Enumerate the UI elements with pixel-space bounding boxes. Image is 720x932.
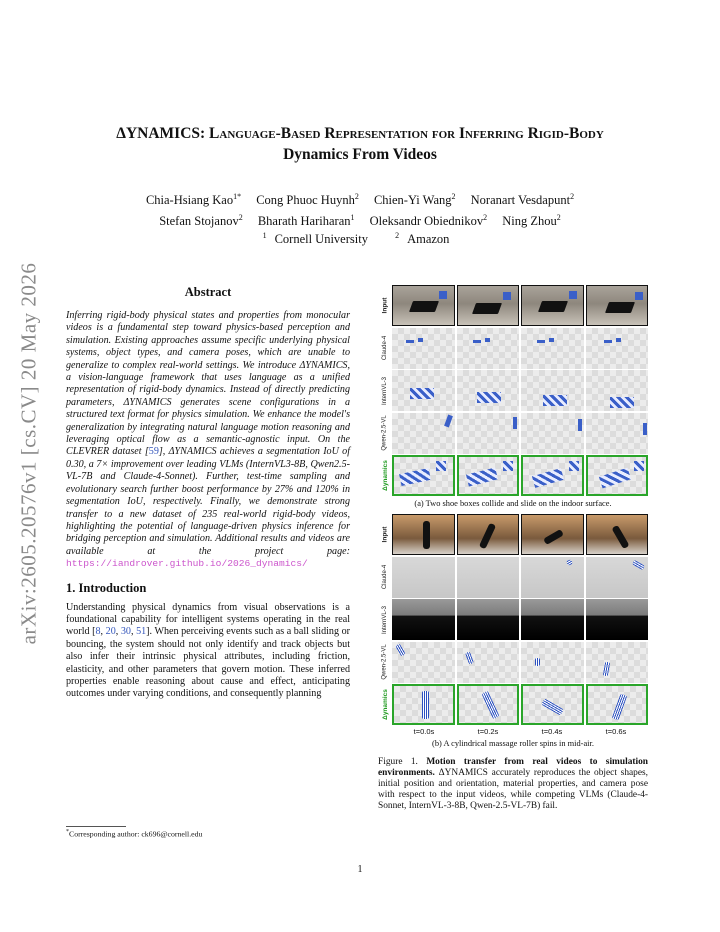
time-label: t=0.6s	[605, 726, 627, 736]
affiliation: $^2$ Amazon	[395, 231, 450, 247]
sim-frame	[457, 642, 520, 683]
row-label: InternVL-3	[382, 376, 388, 405]
subcaption-a: (a) Two shoe boxes collide and slide on the indoor surface.	[414, 499, 612, 508]
sim-frame	[457, 413, 520, 454]
title-line1: YNAMICS: Language-Based Representation for Inferring Rigid-Body	[125, 125, 604, 142]
time-label: t=0.4s	[541, 726, 563, 736]
row-label: InternVL-3	[382, 605, 388, 634]
figure-1	[378, 285, 648, 813]
row-label: Claude-4	[382, 564, 389, 590]
footnote-divider	[66, 826, 126, 827]
sim-frame	[521, 599, 584, 640]
sim-frame	[586, 370, 649, 411]
sim-frame	[457, 684, 520, 725]
left-column	[66, 285, 350, 701]
sim-frame	[392, 599, 455, 640]
time-label: t=0.2s	[477, 726, 499, 736]
figure-row-qwen	[378, 642, 648, 683]
row-label: Δynamics	[381, 689, 389, 720]
arxiv-stamp	[7, 258, 51, 648]
sim-frame	[392, 455, 455, 496]
sim-frame	[586, 413, 649, 454]
project-url-link[interactable]: https://iandrover.github.io/2026_dynamics/	[66, 558, 308, 570]
video-frame	[457, 285, 520, 326]
page-number: 1	[357, 864, 363, 875]
sim-frame	[457, 328, 520, 369]
sim-frame	[586, 684, 649, 725]
arxiv-id: arXiv:2605.20576v1 [cs.CV] 20 May 2026	[16, 262, 41, 644]
author: Noranart Vesdapunt$^2$	[470, 192, 575, 208]
author-list	[80, 188, 640, 230]
time-label: t=0.0s	[413, 726, 435, 736]
introduction-text: Understanding physical dynamics from visual observations is a foundational capability for intelligent systems operating in the real world [8, 20, 30, 51]. When perceiving events such as a ball sliding or bouncing, the system should not only identify and track objects but also infer their intrinsic physical attributes, including friction, elasticity, and other parameters that govern motion. These inferred properties enable reasoning about cause and effect, anticipating outcomes under varying conditions, and consequently planning	[66, 601, 351, 700]
author: Chia-Hsiang Kao$^{1*}$	[145, 192, 242, 208]
sim-frame	[586, 642, 649, 683]
author: Cong Phuoc Huynh$^2$	[256, 192, 359, 208]
citation-link[interactable]: 8	[95, 626, 101, 638]
row-label: Input	[381, 526, 389, 543]
sim-frame	[392, 370, 455, 411]
subcaption-b: (b) A cylindrical massage roller spins in mid-air.	[432, 738, 594, 748]
sim-frame	[457, 455, 520, 496]
figure-row-dynamics	[378, 684, 648, 725]
row-label: Δynamics	[381, 460, 389, 491]
affiliations	[80, 231, 640, 247]
sim-frame	[392, 557, 455, 598]
title-line2: Dynamics From Videos	[283, 146, 437, 163]
citation-link[interactable]: 30	[120, 626, 131, 638]
affiliation: $^1$ Cornell University	[262, 231, 368, 247]
sim-frame	[392, 328, 455, 369]
author: Oleksandr Obiednikov$^2$	[369, 213, 488, 229]
sim-frame	[586, 328, 649, 369]
sim-frame	[521, 328, 584, 369]
citation-link[interactable]: 20	[105, 626, 116, 638]
sim-frame	[521, 370, 584, 411]
sim-frame	[521, 642, 584, 683]
figure-row-input	[378, 514, 648, 555]
author: Chien-Yi Wang$^2$	[373, 192, 456, 208]
citation-link[interactable]: 51	[136, 626, 147, 638]
figure-row-qwen	[378, 413, 648, 454]
time-labels	[392, 727, 648, 736]
author: Ning Zhou$^2$	[502, 213, 561, 229]
row-label: Input	[381, 297, 389, 314]
figure-row-claude	[378, 328, 648, 369]
figure-row-internvl	[378, 599, 648, 640]
abstract-heading: Abstract	[184, 285, 232, 299]
sim-frame	[521, 684, 584, 725]
video-frame	[521, 285, 584, 326]
author-row-2	[80, 209, 640, 230]
row-label: Qwen-2.5-VL	[382, 644, 389, 680]
sim-frame	[521, 455, 584, 496]
sim-frame	[392, 642, 455, 683]
row-label: Claude-4	[382, 335, 389, 361]
figure-row-input	[378, 285, 648, 326]
video-frame	[521, 514, 584, 555]
figure-caption: Figure 1. Motion transfer from real videos to simulation environments. ΔYNAMICS accurately reproduces the object shapes, initial position and orientation, material properties, and camera pose with respect to the input videos, while competing VLMs (Claude-4-Sonnet, InternVL-3-8B, Qwen-2.5-VL-7B) fail.	[378, 756, 649, 812]
figure-row-dynamics	[378, 455, 648, 496]
video-frame	[392, 514, 455, 555]
figure-row-internvl	[378, 370, 648, 411]
sim-frame	[586, 455, 649, 496]
sim-frame	[457, 370, 520, 411]
sim-frame	[457, 599, 520, 640]
footnote: *Corresponding author: ck696@cornell.edu	[66, 829, 203, 839]
video-frame	[392, 285, 455, 326]
video-frame	[457, 514, 520, 555]
sim-frame	[586, 599, 649, 640]
video-frame	[586, 514, 649, 555]
sim-frame	[586, 557, 649, 598]
row-label: Qwen-2.5-VL	[382, 415, 389, 451]
sim-frame	[392, 413, 455, 454]
sim-frame	[521, 413, 584, 454]
sim-frame	[392, 684, 455, 725]
author: Stefan Stojanov$^2$	[159, 213, 243, 229]
section-heading-introduction: 1. Introduction	[66, 580, 147, 595]
sim-frame	[521, 557, 584, 598]
abstract-text: Inferring rigid-body physical states and properties from monocular videos is a fundamental step toward physics-based perception and simulation. Existing approaches assume specific underlying physical systems, object types, and camera poses, which are unable to generalize to complex real-world settings. We introduce ΔYNAMICS, a vision-language framework that uses language as a unified representation of rigid-body dynamics. Instead of directly predicting parameters, ΔYNAMICS generates scene configurations in a structured text format for physics simulation. We enhance the model's generalization by integrating natural language motion reasoning and leveraging optical flow as a semantic-agnostic input. On the CLEVRER dataset [59], ΔYNAMICS achieves a segmentation IoU of 0.30, a 7× improvement over leading VLMs (InternVL3-8B, Qwen2.5-VL-7B and Claude-4-Sonnet). Further, test-time sampling and evolutionary search further boost performance by 27% and 120% in segmentation IoU, respectively. Finally, we demonstrate strong transfer to a new dataset of 235 real-world rigid-body videos, highlighting the potential of language-driven physics inference for bridging perception and simulation. Additional results and videos are available at the project page: https://iandrover.github.io/2026_dynamics/	[66, 310, 351, 570]
title-symbol: Δ	[116, 125, 126, 142]
video-frame	[586, 285, 649, 326]
citation-link[interactable]: 59	[148, 446, 159, 458]
author: Bharath Hariharan$^1$	[257, 213, 355, 229]
paper-title	[90, 123, 630, 165]
figure-row-claude	[378, 557, 648, 598]
sim-frame	[457, 557, 520, 598]
author-row-1	[80, 188, 640, 209]
